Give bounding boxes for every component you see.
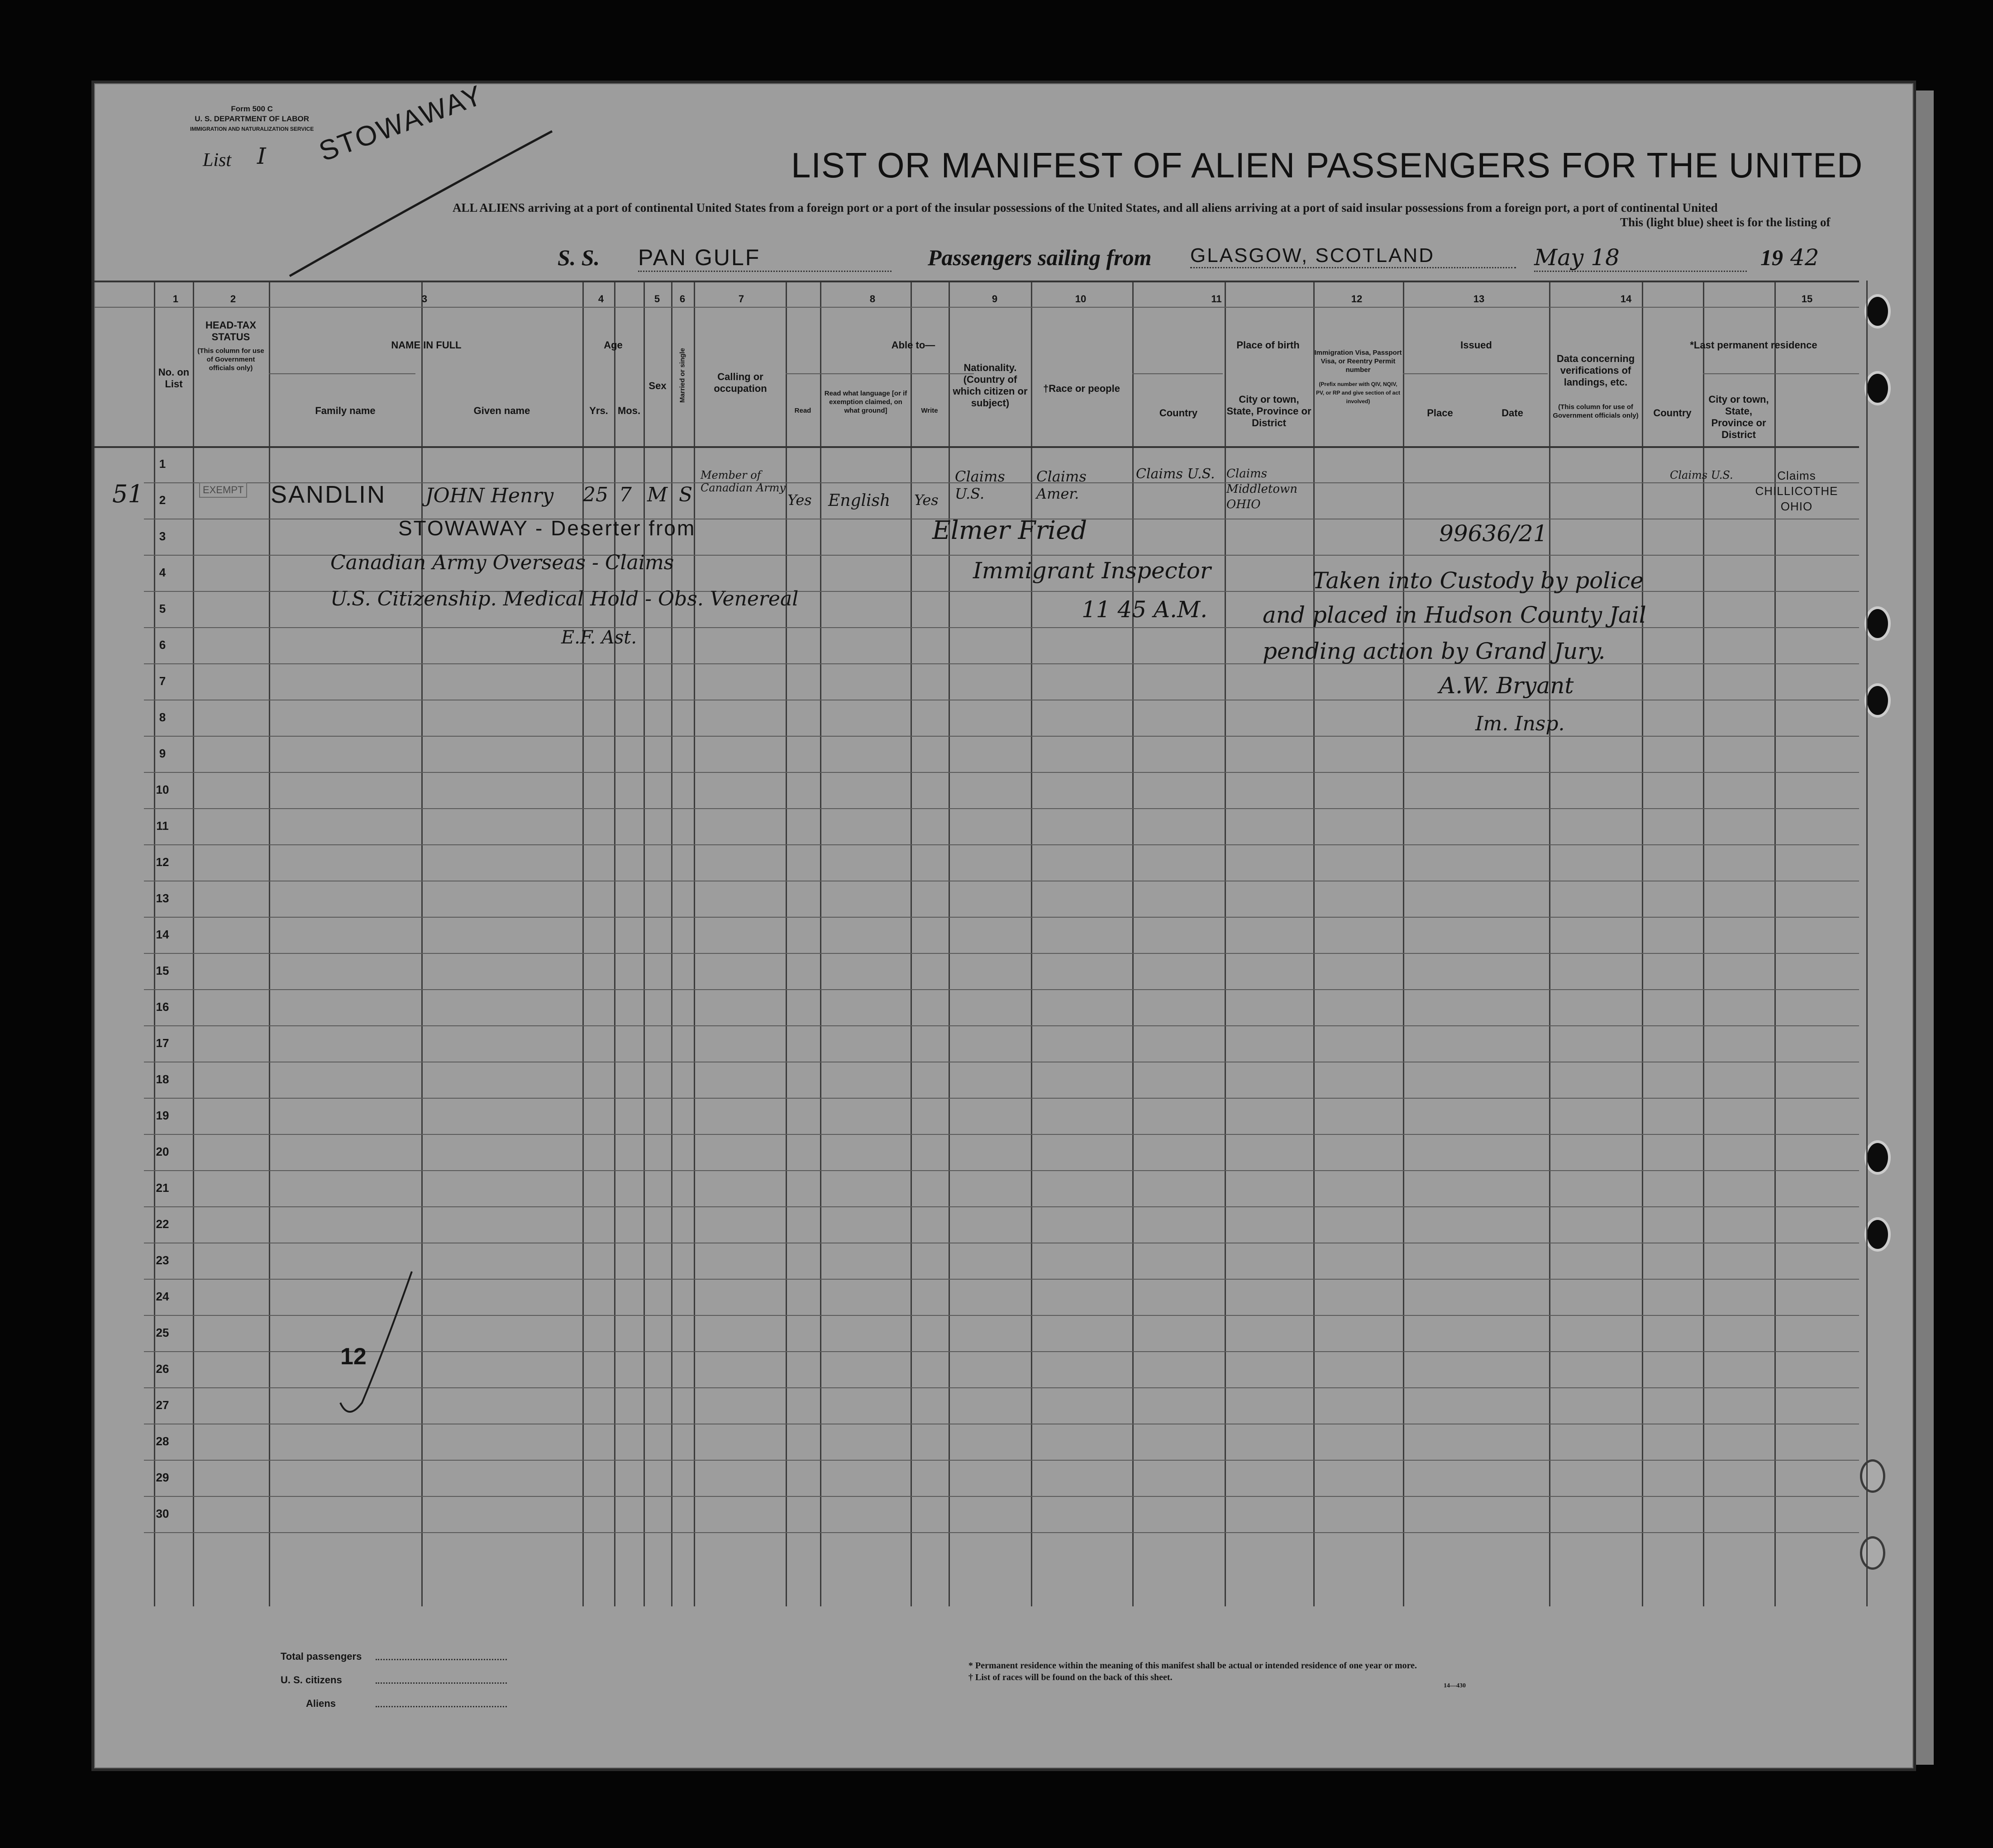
row-number: 8 <box>159 710 166 724</box>
row-number: 2 <box>159 493 166 507</box>
header-family-name: Family name <box>315 405 376 416</box>
header-verification-note: (This column for use of Government officials only) <box>1553 403 1639 419</box>
given-name: JOHN Henry <box>425 484 554 507</box>
sailing-date: May 18 <box>1534 244 1747 272</box>
binder-hole <box>1864 371 1891 405</box>
header-head-tax-note: (This column for use of Government officials only) <box>197 347 264 372</box>
year-suffix: 42 <box>1790 244 1819 271</box>
row-line <box>144 953 1859 954</box>
header-res-city: City or town, State, Province or District <box>1708 394 1769 440</box>
col-number: 12 <box>1351 293 1363 305</box>
custody-note-line-2: and placed in Hudson County Jail <box>1263 602 1646 628</box>
read-value: Yes <box>787 491 812 509</box>
inspector-signature: A.W. Bryant <box>1439 672 1574 699</box>
footer-us-citizens: U. S. citizens <box>281 1674 342 1686</box>
page-title: LIST OR MANIFEST OF ALIEN PASSENGERS FOR THE UNITED <box>791 145 1863 185</box>
col-number: 5 <box>654 293 660 305</box>
header-res-country: Country <box>1653 407 1692 419</box>
binder-hole <box>1864 683 1891 718</box>
header-no-on-list: No. on List <box>158 367 190 390</box>
header-age: Age <box>604 339 623 351</box>
col-number: 8 <box>869 293 876 305</box>
footnote-races: † List of races will be found on the back of this sheet. <box>968 1672 1173 1682</box>
header-race: †Race or people <box>1043 383 1120 394</box>
row-line <box>144 989 1859 990</box>
header-issued: Issued <box>1460 339 1492 351</box>
footer-dotted-line <box>376 1682 507 1684</box>
married-value: S <box>679 483 693 506</box>
col-number: 1 <box>172 293 179 305</box>
binder-hole <box>1864 294 1891 329</box>
binder-hole <box>1864 606 1891 641</box>
row-number: 29 <box>156 1471 169 1484</box>
service-name: IMMIGRATION AND NATURALIZATION SERVICE <box>190 126 314 132</box>
stowaway-note: STOWAWAY - Deserter from <box>398 516 696 540</box>
row-line <box>144 1098 1859 1099</box>
row-number: 23 <box>156 1253 169 1267</box>
row-line <box>144 1206 1859 1207</box>
header-birth-country: Country <box>1159 407 1198 419</box>
header-able-to: Able to— <box>891 339 935 351</box>
footer-aliens: Aliens <box>306 1698 336 1709</box>
row-number: 19 <box>156 1109 169 1122</box>
row-number: 30 <box>156 1507 169 1520</box>
header-read-language: Read what language [or if exemption claimed, on what ground] <box>824 390 907 414</box>
row-number: 1 <box>159 457 166 471</box>
row-number: 5 <box>159 602 166 615</box>
header-mos: Mos. <box>617 405 641 416</box>
header-birth-city: City or town, State, Province or District <box>1226 394 1311 429</box>
binder-hole <box>1864 1140 1891 1175</box>
department-name: U. S. DEPARTMENT OF LABOR <box>195 114 310 123</box>
row-number: 3 <box>159 529 166 543</box>
header-write: Write <box>921 407 938 414</box>
row-line <box>144 1532 1859 1533</box>
header-yrs: Yrs. <box>589 405 608 416</box>
custody-note-line-1: Taken into Custody by police <box>1312 567 1644 594</box>
col-number: 2 <box>230 293 236 305</box>
col-number: 6 <box>679 293 686 305</box>
signature-title: Im. Insp. <box>1475 712 1565 735</box>
ship-label: S. S. <box>558 245 600 270</box>
col-number: 11 <box>1211 293 1222 305</box>
birth-country-value: Claims U.S. <box>1136 466 1215 482</box>
header-given-name: Given name <box>473 405 530 416</box>
row-line <box>144 736 1859 737</box>
row-number: 10 <box>156 783 169 796</box>
examiner-initials: E.F. Ast. <box>561 627 637 648</box>
header-sex: Sex <box>648 380 667 391</box>
header-head-tax: HEAD-TAX STATUS <box>205 319 257 343</box>
inspector-name: Elmer Fried <box>932 516 1087 545</box>
header-issued-date: Date <box>1502 407 1523 419</box>
row-line <box>144 808 1859 809</box>
row-number: 7 <box>159 674 166 688</box>
row-number: 26 <box>156 1362 169 1376</box>
binder-hole <box>1860 1459 1885 1493</box>
col-number: 10 <box>1075 293 1087 305</box>
header-verification: Data concerning verifications of landings, etc. <box>1556 353 1635 388</box>
header-place-of-birth: Place of birth <box>1236 339 1300 351</box>
occupation-value: Member of Canadian Army <box>701 469 786 494</box>
header-read: Read <box>794 407 811 414</box>
row-number: 15 <box>156 964 169 977</box>
col-number: 7 <box>738 293 744 305</box>
row-number: 20 <box>156 1145 169 1158</box>
footer-form-code: 14—430 <box>1444 1682 1466 1689</box>
row-number: 17 <box>156 1036 169 1050</box>
time-stamp: 11 45 A.M. <box>1082 596 1208 623</box>
form-number: Form 500 C <box>231 105 273 113</box>
custody-note-line-3: pending action by Grand Jury. <box>1263 638 1606 664</box>
race-value: Claims Amer. <box>1036 468 1087 502</box>
row-line <box>144 844 1859 845</box>
row-line <box>144 772 1859 773</box>
row-number: 22 <box>156 1217 169 1231</box>
binder-hole <box>1860 1536 1885 1570</box>
row-line <box>144 1134 1859 1135</box>
row-number: 28 <box>156 1434 169 1448</box>
visa-number: 99636/21 <box>1439 520 1548 547</box>
subtitle-line: ALL ALIENS arriving at a port of continental United States from a foreign port or a port of the insular possessions of the United States, and all aliens arriving at a port of said insular possessions from a foreign port, a port of continental United <box>453 201 1718 214</box>
row-line <box>144 917 1859 918</box>
col-number: 14 <box>1620 293 1632 305</box>
row-number: 21 <box>156 1181 169 1195</box>
head-tax-stamp: EXEMPT <box>199 482 247 498</box>
sailing-label: Passengers sailing from <box>928 245 1152 270</box>
footer-dotted-line <box>376 1706 507 1707</box>
header-last-residence: *Last permanent residence <box>1690 339 1817 351</box>
row-number: 24 <box>156 1290 169 1303</box>
row-line <box>144 1170 1859 1171</box>
count-check-mark <box>330 1267 421 1425</box>
row-number: 11 <box>156 819 169 833</box>
list-value: I <box>257 143 266 169</box>
row-number: 4 <box>159 566 166 579</box>
col-number: 15 <box>1801 293 1813 305</box>
row-line <box>144 1025 1859 1026</box>
subtitle-sheet-note: This (light blue) sheet is for the listing of <box>1620 215 1831 229</box>
inspector-title: Immigrant Inspector <box>973 557 1211 584</box>
residence-country-value: Claims U.S. <box>1670 469 1733 481</box>
row-number: 18 <box>156 1072 169 1086</box>
row-number: 9 <box>159 747 166 760</box>
footnote-residence: * Permanent residence within the meaning of this manifest shall be actual or intended residence of one year or more. <box>968 1661 1417 1671</box>
row-number: 13 <box>156 891 169 905</box>
col-number: 4 <box>598 293 604 305</box>
birth-city-value: Claims Middletown OHIO <box>1226 467 1298 511</box>
sex-value: M <box>647 483 668 506</box>
age-months: 7 <box>619 483 632 506</box>
stowaway-mark: STOWAWAY <box>315 79 487 168</box>
year-prefix: 19 <box>1760 245 1783 270</box>
row-number: 12 <box>156 855 169 869</box>
nationality-value: Claims U.S. <box>955 468 1005 502</box>
write-value: Yes <box>914 491 939 509</box>
row-number: 16 <box>156 1000 169 1014</box>
col-number: 13 <box>1473 293 1485 305</box>
deserter-note: Canadian Army Overseas - Claims <box>330 551 674 574</box>
citizenship-note: U.S. Citizenship. Medical Hold - Obs. Venereal <box>330 587 799 610</box>
header-nationality: Nationality. (Country of which citizen or subject) <box>953 362 1028 409</box>
footer-total-passengers: Total passengers <box>281 1651 362 1662</box>
header-married: Married or single <box>678 348 687 403</box>
row-number: 6 <box>159 638 166 652</box>
age-years: 25 <box>583 483 608 506</box>
header-name-in-full: NAME IN FULL <box>391 339 462 351</box>
ship-name: PAN GULF <box>638 244 892 272</box>
header-visa-note: (Prefix number with QIV, NQIV, PV, or RP and give section of act involved) <box>1316 381 1401 405</box>
col-number: 9 <box>992 293 998 305</box>
list-label: List <box>203 150 232 171</box>
header-issued-place: Place <box>1427 407 1453 419</box>
family-name: SANDLIN <box>271 481 386 508</box>
header-calling: Calling or occupation <box>714 371 767 394</box>
row-line <box>144 1460 1859 1461</box>
passenger-count: 12 <box>340 1343 367 1370</box>
row-number: 25 <box>156 1326 169 1339</box>
language-value: English <box>828 491 891 510</box>
sailing-from: GLASGOW, SCOTLAND <box>1190 244 1516 268</box>
binder-hole <box>1864 1217 1891 1252</box>
col-number: 3 <box>421 293 428 305</box>
residence-city-value: Claims CHILLICOTHE OHIO <box>1755 469 1838 513</box>
row-number: 14 <box>156 928 169 941</box>
row-line <box>144 1496 1859 1497</box>
header-visa: Immigration Visa, Passport Visa, or Reentry Permit number <box>1314 349 1402 374</box>
margin-mark: 51 <box>112 480 143 508</box>
row-number: 27 <box>156 1398 169 1412</box>
